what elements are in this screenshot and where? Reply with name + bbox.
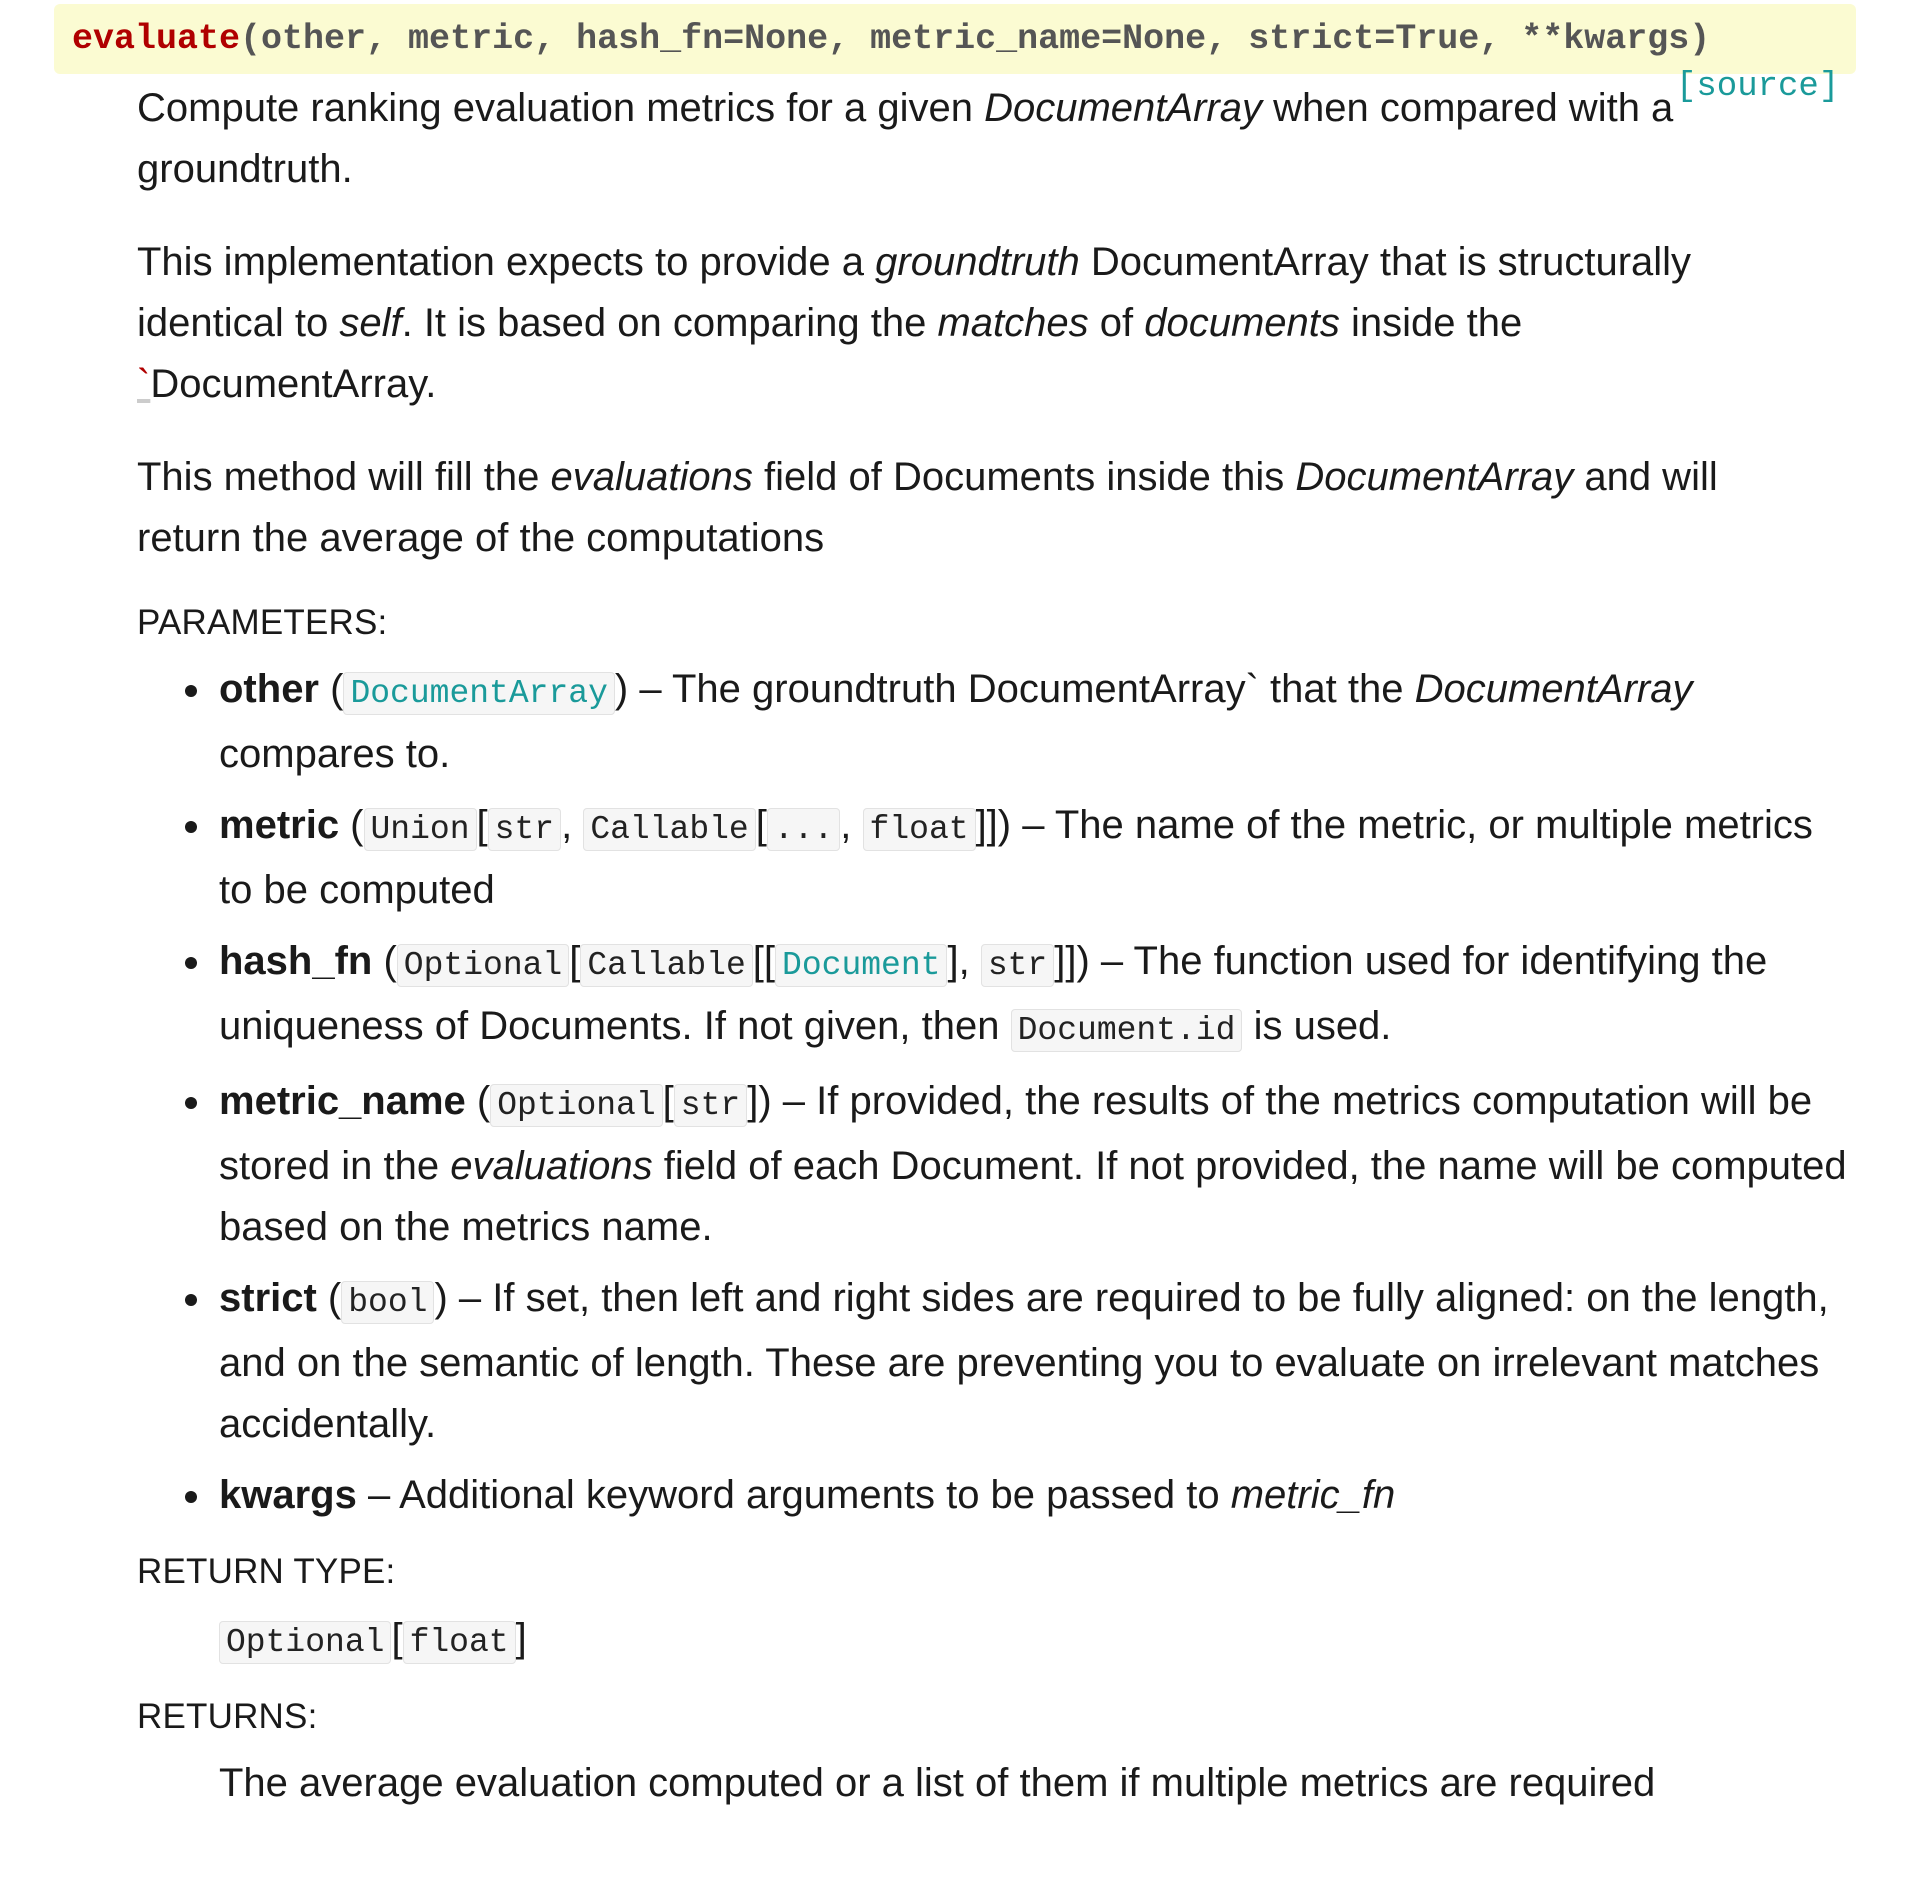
emphasis: groundtruth xyxy=(875,240,1080,284)
source-link[interactable]: [source] xyxy=(1676,68,1840,106)
parameter-list xyxy=(137,659,1857,1526)
text: ( xyxy=(339,803,364,847)
text: inside the xyxy=(1339,301,1523,345)
emphasis: documents xyxy=(1144,301,1340,345)
emphasis: matches xyxy=(937,301,1089,345)
text: ] xyxy=(515,1616,527,1660)
description-paragraph-2 xyxy=(137,232,1737,415)
type-link-documentarray[interactable]: DocumentArray xyxy=(343,672,614,715)
text: DocumentArray. xyxy=(150,362,437,406)
text: ) xyxy=(434,1276,448,1320)
description-paragraph-3 xyxy=(137,447,1737,569)
param-other xyxy=(219,659,1857,785)
emphasis: DocumentArray xyxy=(1414,667,1693,711)
type-str: str xyxy=(488,808,561,851)
text: when compared with a groundtruth. xyxy=(137,86,1674,191)
emphasis: self xyxy=(339,301,402,345)
returns-label: RETURNS: xyxy=(137,1697,318,1736)
param-description: – The name of the metric, or multiple metrics to be computed xyxy=(219,803,1813,912)
type-str: str xyxy=(981,944,1054,987)
type-callable: Callable xyxy=(583,808,755,851)
description-paragraph-1 xyxy=(137,78,1677,200)
param-description: – Additional keyword arguments to be passed to xyxy=(356,1473,1231,1517)
param-description: – If set, then left and right sides are required to be fully aligned: on the length, and on the semantic of length. These are preventing you to evaluate on irrelevant matches accidentally. xyxy=(219,1276,1829,1446)
param-name: kwargs xyxy=(219,1473,357,1517)
text: ( xyxy=(316,1276,342,1320)
param-description: field of each Document. If not provided, the name will be computed based on the metrics name. xyxy=(219,1144,1847,1249)
text: of xyxy=(1088,301,1145,345)
text: [ xyxy=(755,803,767,847)
param-name: strict xyxy=(219,1276,317,1320)
param-description: – The groundtruth DocumentArray` that the xyxy=(628,667,1415,711)
text: ]) xyxy=(747,1079,772,1123)
text: ]]) xyxy=(975,803,1012,847)
param-name: metric_name xyxy=(219,1079,466,1123)
function-arguments: (other, metric, hash_fn=None, metric_name=None, strict=True, **kwargs) xyxy=(240,19,1711,59)
param-description: compares to. xyxy=(219,732,451,776)
text: , xyxy=(561,803,584,847)
param-name: other xyxy=(219,667,319,711)
type-optional: Optional xyxy=(490,1084,662,1127)
param-description: is used. xyxy=(1242,1004,1392,1048)
text: ( xyxy=(372,939,397,983)
stray-backtick: ` xyxy=(137,362,151,406)
type-link-document[interactable]: Document xyxy=(775,944,947,987)
emphasis: DocumentArray xyxy=(1295,455,1574,499)
text: DocumentArray that is structurally identical to xyxy=(137,240,1692,345)
emphasis: evaluations xyxy=(550,455,753,499)
type-union: Union xyxy=(364,808,477,851)
type-ellipsis: ... xyxy=(767,808,840,851)
param-metric xyxy=(219,795,1857,921)
param-description: – The function used for identifying the uniqueness of Documents. If not given, then xyxy=(219,939,1768,1048)
type-callable: Callable xyxy=(580,944,752,987)
return-type-label: RETURN TYPE: xyxy=(137,1552,396,1591)
text: This method will fill the xyxy=(137,455,551,499)
type-float: float xyxy=(403,1621,516,1664)
text: [ xyxy=(569,939,581,983)
inline-code-document-id: Document.id xyxy=(1011,1009,1243,1052)
function-signature xyxy=(54,4,1856,74)
type-optional: Optional xyxy=(397,944,569,987)
param-name: hash_fn xyxy=(219,939,373,983)
text: ( xyxy=(465,1079,491,1123)
param-name: metric xyxy=(219,803,340,847)
returns-description: The average evaluation computed or a list of them if multiple metrics are required xyxy=(219,1761,1656,1805)
text: . It is based on comparing the xyxy=(401,301,938,345)
text: [ xyxy=(476,803,488,847)
type-bool: bool xyxy=(341,1281,434,1324)
param-description: – If provided, the results of the metrics computation will be stored in the xyxy=(219,1079,1813,1188)
text: [[ xyxy=(752,939,776,983)
text: ], xyxy=(947,939,981,983)
text: ]]) xyxy=(1054,939,1090,983)
emphasis: evaluations xyxy=(450,1144,653,1188)
param-strict xyxy=(219,1268,1857,1455)
text: ( xyxy=(319,667,344,711)
text: and will return the average of the computations xyxy=(137,455,1718,560)
param-metric-name xyxy=(219,1071,1857,1258)
text: , xyxy=(840,803,863,847)
text: This implementation expects to provide a xyxy=(137,240,876,284)
param-kwargs xyxy=(219,1465,1857,1526)
text: ) xyxy=(614,667,629,711)
type-str: str xyxy=(674,1084,747,1127)
param-hash-fn xyxy=(219,931,1857,1061)
type-float: float xyxy=(863,808,976,851)
emphasis: DocumentArray xyxy=(984,86,1262,130)
doc-body xyxy=(137,78,1857,1836)
type-optional: Optional xyxy=(219,1621,391,1664)
emphasis: metric_fn xyxy=(1230,1473,1396,1517)
text: [ xyxy=(391,1616,403,1660)
text: field of Documents inside this xyxy=(752,455,1296,499)
function-name: evaluate xyxy=(72,19,241,59)
return-type-value xyxy=(137,1608,1857,1673)
text: [ xyxy=(662,1079,674,1123)
text: Compute ranking evaluation metrics for a given xyxy=(137,86,985,130)
parameters-label: PARAMETERS: xyxy=(137,603,388,642)
